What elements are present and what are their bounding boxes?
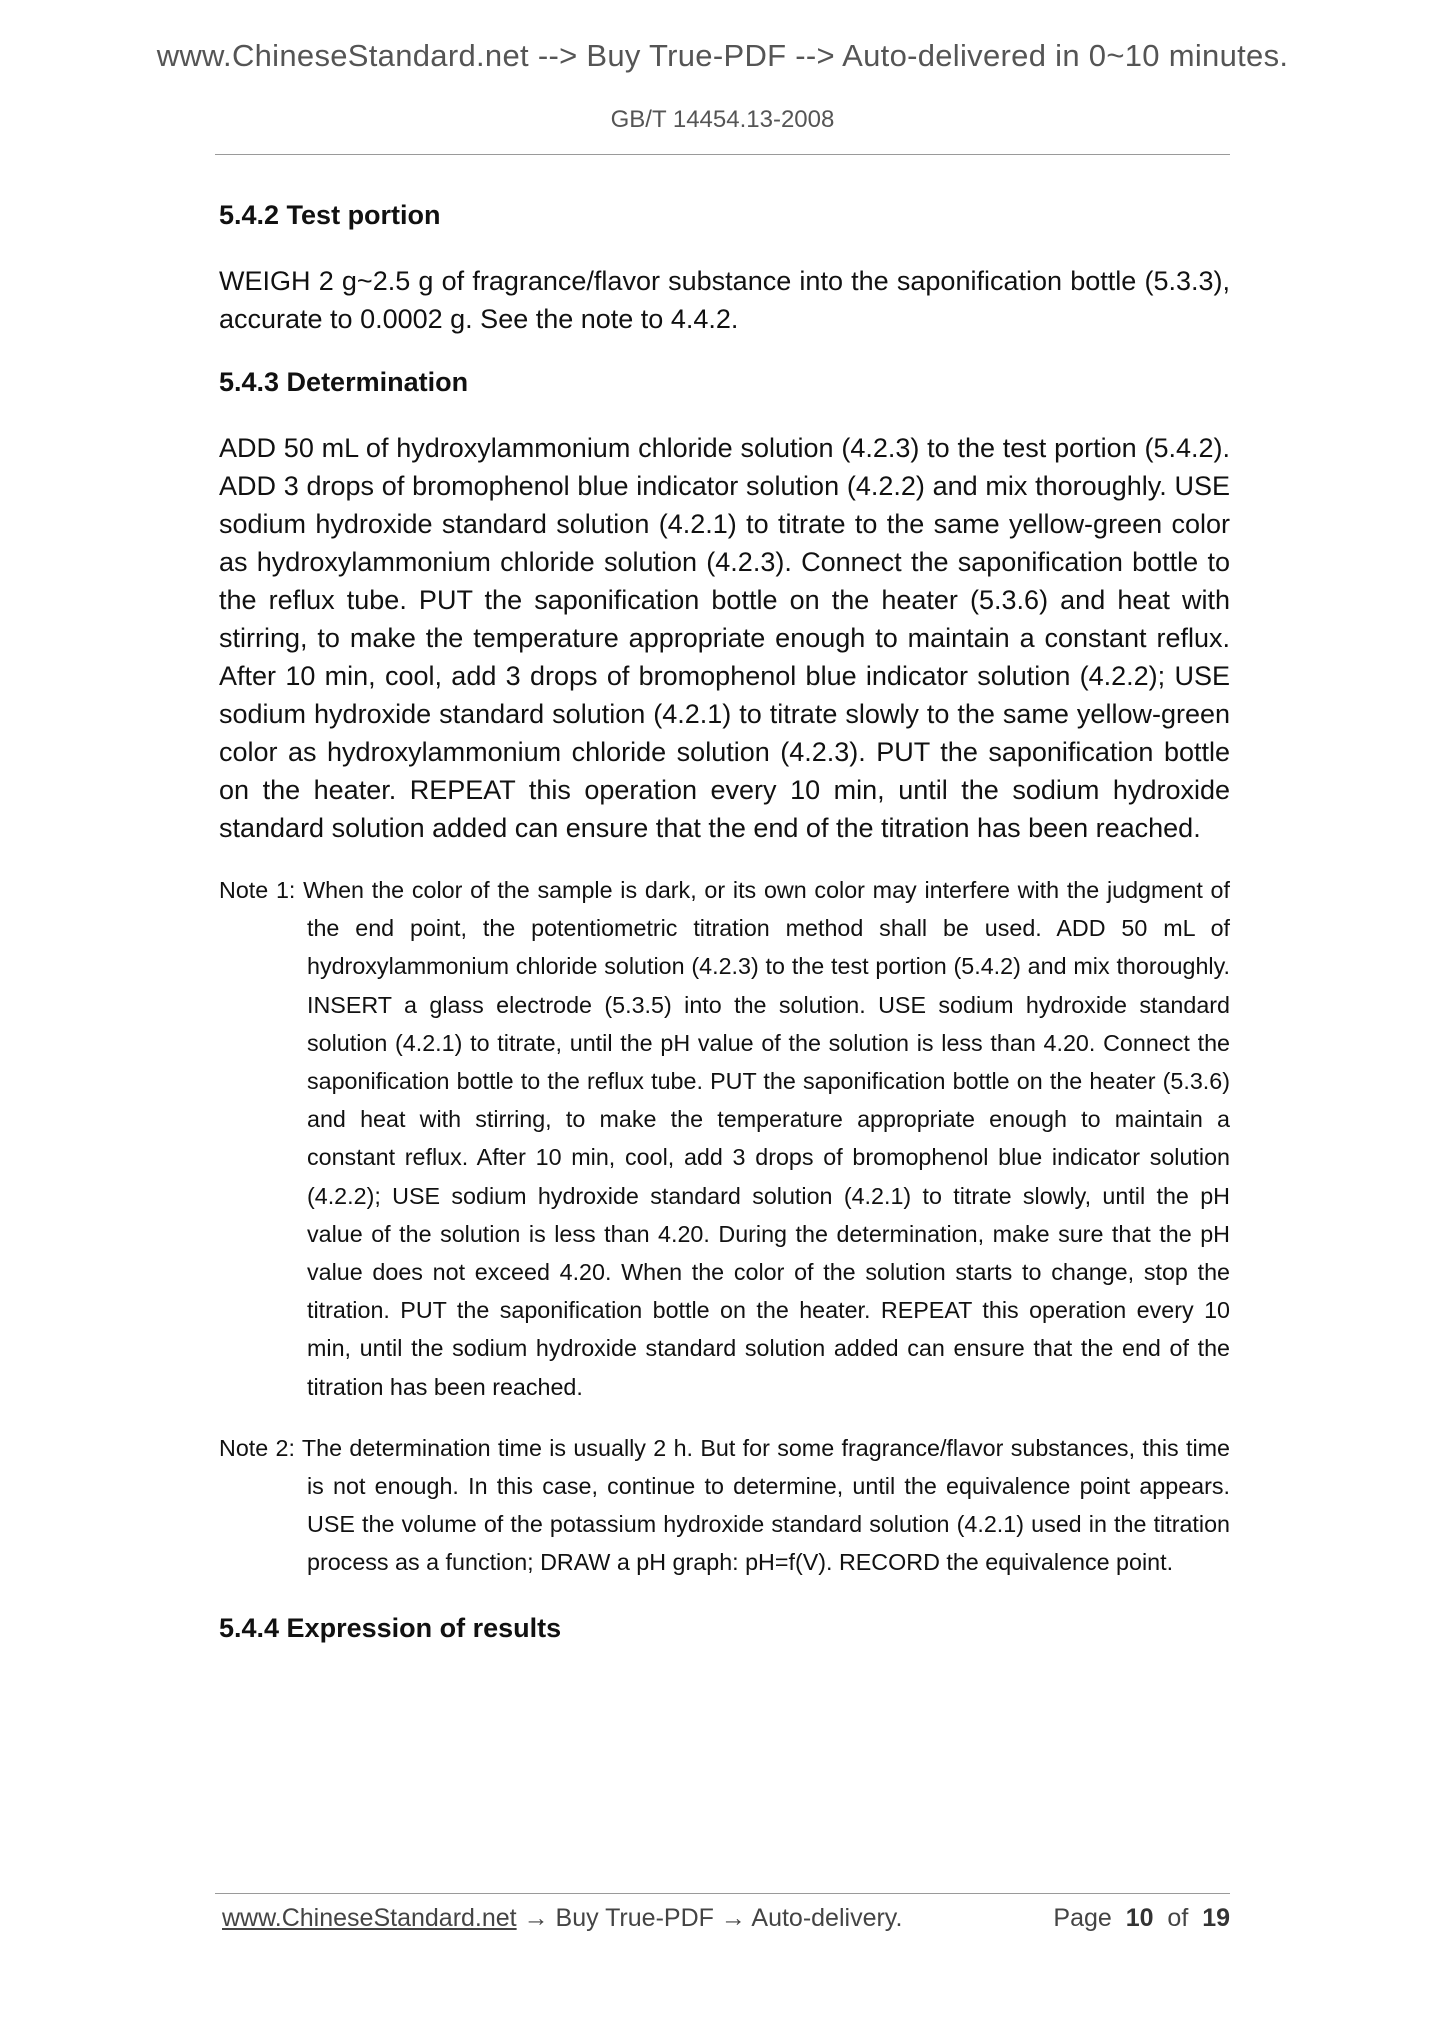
note-1: Note 1: When the color of the sample is dark, or its own color may interfere with the judgment of the end point, the potentiometric titration method shall be used. ADD 50 mL of hydroxylammonium chloride solution (4.2.3) to the test portion (5.4.2) and mix thoroughly. INSERT a glass electrode (5.3.5) into the solution. USE sodium hydroxide standard solution (4.2.1) to titrate, until the pH value of the solution is less than 4.20. Connect the saponification bottle to the reflux tube. PUT the saponification bottle on the heater (5.3.6) and heat with stirring, to make the temperature appropriate enough to maintain a constant reflux. After 10 min, cool, add 3 drops of bromophenol blue indicator solution (4.2.2); USE sodium hydroxide standard solution (4.2.1) to titrate slowly, until the pH value of the solution is less than 4.20. During the determination, make sure that the pH value does not exceed 4.20. When the color of the solution starts to change, stop the titration. PUT the saponification bottle on the heater. REPEAT this operation every 10 min, until the sodium hydroxide standard solution added can ensure that the end of the titration has been reached.: [219, 877, 1230, 1400]
section-heading-5-4-4: 5.4.4 Expression of results: [219, 1612, 562, 1643]
page-total: 19: [1202, 1904, 1230, 1932]
header-banner: www.ChineseStandard.net --> Buy True-PDF --> Auto-delivered in 0~10 minutes.: [156, 38, 1289, 73]
document-body: [219, 197, 1230, 1646]
section-paragraph-determination: ADD 50 mL of hydroxylammonium chloride solution (4.2.3) to the test portion (5.4.2). ADD 3 drops of bromophenol blue indicator solution (4.2.2) and mix thoroughly. USE sodium hydroxide standard solution (4.2.1) to titrate to the same yellow-green color as hydroxylammonium chloride solution (4.2.3). Connect the saponification bottle to the reflux tube. PUT the saponification bottle on the heater (5.3.6) and heat with stirring, to make the temperature appropriate enough to maintain a constant reflux. After 10 min, cool, add 3 drops of bromophenol blue indicator solution (4.2.2); USE sodium hydroxide standard solution (4.2.1) to titrate slowly to the same yellow-green color as hydroxylammonium chloride solution (4.2.3). PUT the saponification bottle on the heater. REPEAT this operation every 10 min, until the sodium hydroxide standard solution added can ensure that the end of the titration has been reached.: [219, 433, 1230, 843]
page-number: 10: [1125, 1904, 1154, 1932]
footer: [222, 1898, 1230, 1938]
header-divider: [215, 154, 1230, 155]
footer-tagline: → Buy True-PDF → Auto-delivery.: [516, 1904, 903, 1932]
section-heading-5-4-2: 5.4.2 Test portion: [219, 200, 441, 230]
footer-divider: [215, 1893, 1230, 1894]
footer-left: [222, 1898, 902, 1938]
page-label: Page: [1053, 1904, 1112, 1932]
footer-website-link[interactable]: www.ChineseStandard.net: [222, 1904, 517, 1932]
section-paragraph-test-portion: WEIGH 2 g~2.5 g of fragrance/flavor substance into the saponification bottle (5.3.3), accurate to 0.0002 g. See the note to 4.4.2.: [219, 266, 1230, 334]
note-2: Note 2: The determination time is usually 2 h. But for some fragrance/flavor substances, this time is not enough. In this case, continue to determine, until the equivalence point appears. USE the volume of the potassium hydroxide standard solution (4.2.1) used in the titration process as a function; DRAW a pH graph: pH=f(V). RECORD the equivalence point.: [219, 1434, 1230, 1576]
section-heading-5-4-3: 5.4.3 Determination: [219, 367, 469, 397]
document-id: GB/T 14454.13-2008: [610, 106, 835, 133]
page-indicator: [1053, 1898, 1230, 1938]
of-label: of: [1167, 1904, 1189, 1932]
